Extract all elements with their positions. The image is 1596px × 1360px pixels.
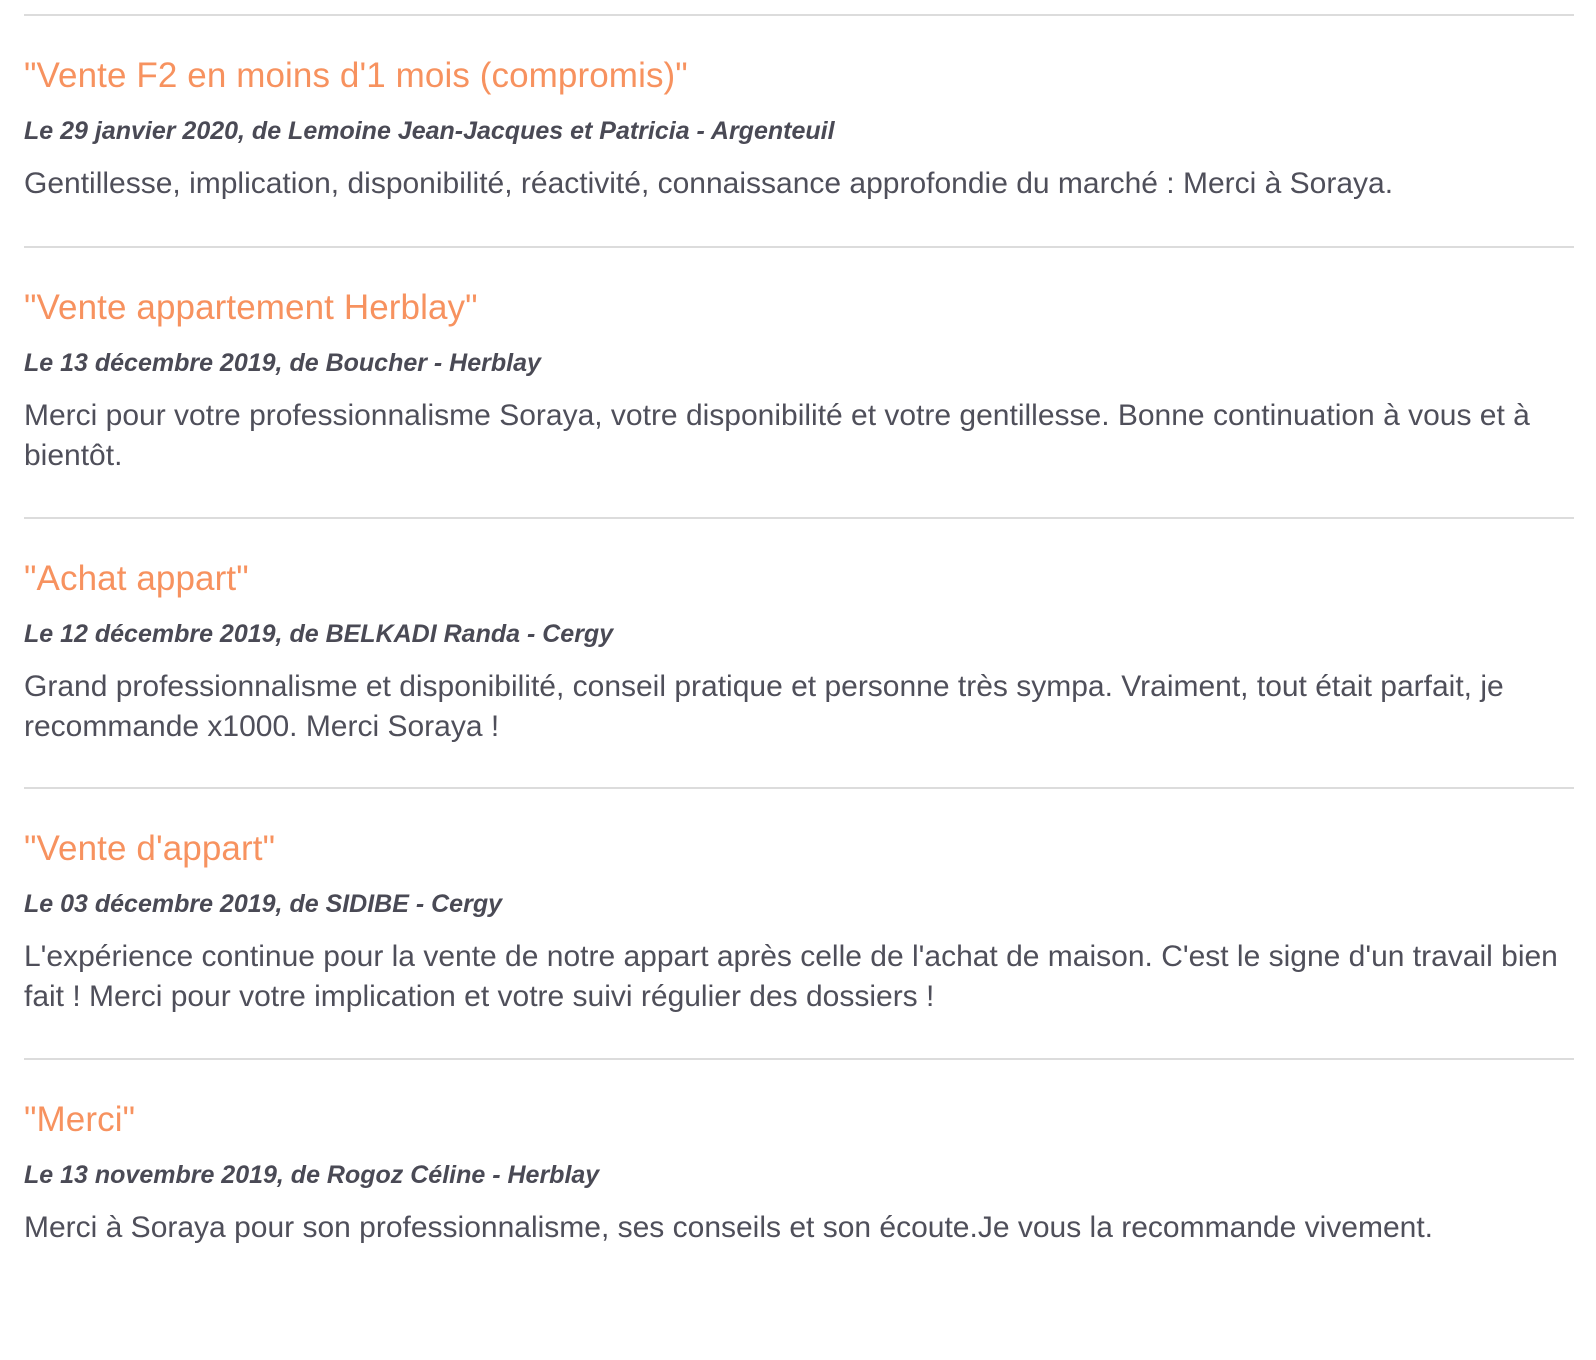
- review-body: Gentillesse, implication, disponibilité, réactivité, connaissance approfondie du marché : Merci à Soraya.: [24, 167, 1394, 200]
- review-body: Merci à Soraya pour son professionnalisme, ses conseils et son écoute.Je vous la recommande vivement.: [24, 1211, 1434, 1244]
- review-body: Merci pour votre professionnalisme Soraya, votre disponibilité et votre gentillesse. Bonne continuation à vous et à bientôt.: [24, 399, 1530, 472]
- review-item: [24, 517, 1574, 787]
- reviews-list: [24, 0, 1574, 1338]
- review-item: [24, 246, 1574, 517]
- review-body: Grand professionnalisme et disponibilité, conseil pratique et personne très sympa. Vraiment, tout était parfait, je recommande x1000. Merci Soraya !: [24, 670, 1504, 743]
- review-meta: Le 29 janvier 2020, de Lemoine Jean-Jacques et Patricia - Argenteuil: [24, 117, 835, 145]
- review-meta: Le 13 décembre 2019, de Boucher - Herblay: [24, 349, 541, 377]
- review-title: "Merci": [24, 1100, 136, 1139]
- review-meta: Le 13 novembre 2019, de Rogoz Céline - Herblay: [24, 1161, 600, 1189]
- review-item: [24, 787, 1574, 1058]
- review-body: L'expérience continue pour la vente de notre appart après celle de l'achat de maison. C'est le signe d'un travail bien fait ! Merci pour votre implication et votre suivi régulier des dossiers !: [24, 940, 1558, 1013]
- review-meta: Le 12 décembre 2019, de BELKADI Randa - Cergy: [24, 620, 614, 648]
- review-item: [24, 1058, 1574, 1338]
- review-title: "Achat appart": [24, 559, 249, 598]
- review-meta: Le 03 décembre 2019, de SIDIBE - Cergy: [24, 890, 502, 918]
- review-title: "Vente appartement Herblay": [24, 288, 478, 327]
- review-title: "Vente d'appart": [24, 829, 276, 868]
- review-title: "Vente F2 en moins d'1 mois (compromis)": [24, 56, 688, 95]
- review-item: [24, 14, 1574, 246]
